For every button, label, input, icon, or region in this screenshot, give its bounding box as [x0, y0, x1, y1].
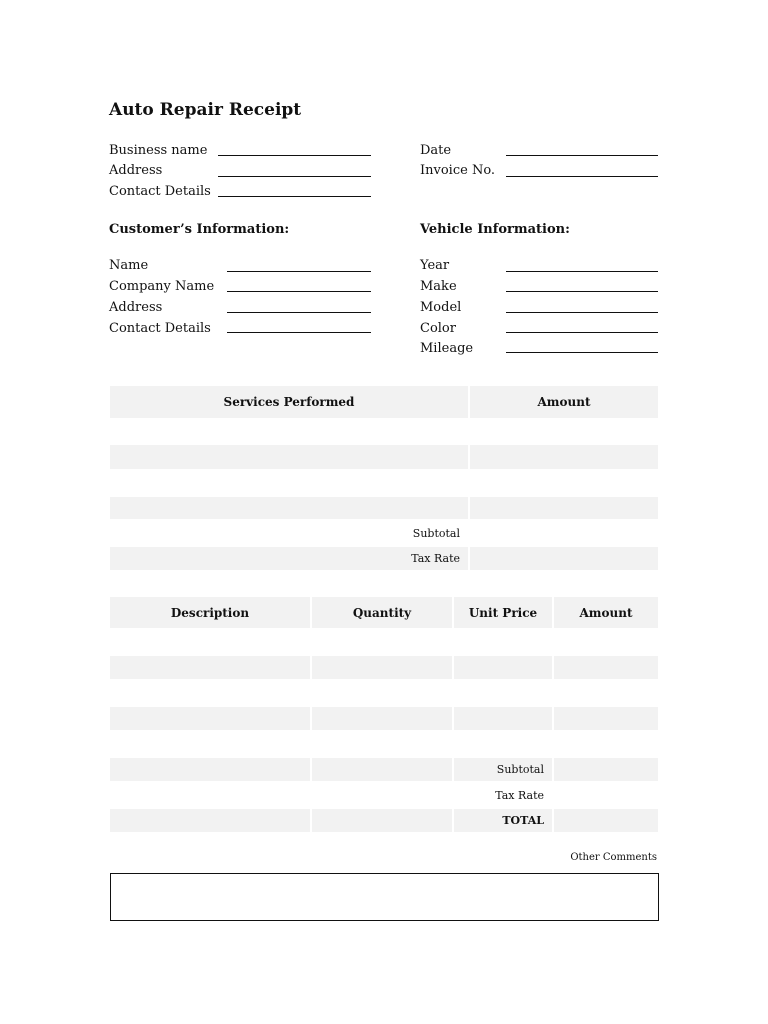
vehicle-year-field[interactable] [506, 271, 658, 272]
date-label: Date [420, 143, 452, 158]
vehicle-info-heading: Vehicle Information: [420, 222, 570, 237]
other-comments-box[interactable] [110, 873, 659, 921]
parts-subtotal-label: Subtotal [453, 757, 553, 782]
parts-tax-value[interactable] [553, 782, 658, 808]
date-field[interactable] [506, 155, 658, 156]
table-row [110, 655, 658, 680]
description-cell[interactable] [110, 680, 311, 706]
vehicle-model-label: Model [420, 300, 462, 315]
table-row [110, 706, 658, 731]
business-name-label: Business name [109, 143, 208, 158]
table-row [110, 496, 658, 520]
amount-cell[interactable] [469, 419, 658, 444]
vehicle-make-field[interactable] [506, 291, 658, 292]
vehicle-mileage-field[interactable] [506, 352, 658, 353]
quantity-cell[interactable] [311, 680, 453, 706]
unit-price-cell[interactable] [453, 706, 553, 731]
description-cell[interactable] [110, 629, 311, 655]
quantity-cell[interactable] [311, 655, 453, 680]
services-table [110, 386, 658, 572]
amount-cell[interactable] [553, 680, 658, 706]
unit-price-cell[interactable] [453, 655, 553, 680]
services-tax-row [110, 546, 658, 571]
empty-cell [110, 782, 311, 808]
services-performed-header: Services Performed [110, 386, 469, 419]
business-contact-field[interactable] [218, 196, 371, 197]
amount-cell[interactable] [469, 496, 658, 520]
customer-address-label: Address [109, 300, 163, 315]
parts-amount-header: Amount [553, 597, 658, 629]
unit-price-cell[interactable] [453, 680, 553, 706]
table-row [110, 444, 658, 470]
empty-cell [110, 808, 311, 833]
amount-cell[interactable] [553, 706, 658, 731]
services-subtotal-value[interactable] [469, 520, 658, 546]
business-address-label: Address [109, 163, 163, 178]
table-row [110, 680, 658, 706]
services-subtotal-row [110, 520, 658, 546]
services-subtotal-label: Subtotal [110, 520, 469, 546]
amount-cell[interactable] [553, 629, 658, 655]
quantity-header: Quantity [311, 597, 453, 629]
empty-cell [110, 757, 311, 782]
services-header-row [110, 386, 658, 419]
customer-contact-field[interactable] [227, 332, 371, 333]
other-comments-label: Other Comments [570, 852, 657, 863]
unit-price-cell[interactable] [453, 629, 553, 655]
description-cell[interactable] [110, 655, 311, 680]
description-cell[interactable] [110, 731, 311, 757]
customer-info-heading: Customer’s Information: [109, 222, 290, 237]
invoice-number-label: Invoice No. [420, 163, 496, 178]
services-amount-header: Amount [469, 386, 658, 419]
vehicle-make-label: Make [420, 279, 457, 294]
table-row [110, 419, 658, 444]
vehicle-mileage-label: Mileage [420, 341, 474, 356]
invoice-number-field[interactable] [506, 176, 658, 177]
service-cell[interactable] [110, 419, 469, 444]
customer-name-label: Name [109, 258, 149, 273]
quantity-cell[interactable] [311, 629, 453, 655]
page-title: Auto Repair Receipt [109, 100, 302, 120]
parts-total-label: TOTAL [453, 808, 553, 833]
parts-tax-label: Tax Rate [453, 782, 553, 808]
amount-cell[interactable] [553, 731, 658, 757]
vehicle-color-label: Color [420, 321, 456, 336]
description-header: Description [110, 597, 311, 629]
business-address-field[interactable] [218, 176, 371, 177]
amount-cell[interactable] [469, 470, 658, 496]
customer-address-field[interactable] [227, 312, 371, 313]
services-tax-value[interactable] [469, 546, 658, 571]
parts-table [110, 597, 658, 834]
business-name-field[interactable] [218, 155, 371, 156]
table-row [110, 731, 658, 757]
unit-price-cell[interactable] [453, 731, 553, 757]
services-tax-label: Tax Rate [110, 546, 469, 571]
customer-contact-label: Contact Details [109, 321, 211, 336]
service-cell[interactable] [110, 496, 469, 520]
empty-cell [311, 782, 453, 808]
empty-cell [311, 808, 453, 833]
service-cell[interactable] [110, 444, 469, 470]
vehicle-model-field[interactable] [506, 312, 658, 313]
description-cell[interactable] [110, 706, 311, 731]
empty-cell [311, 757, 453, 782]
table-row [110, 470, 658, 496]
vehicle-year-label: Year [420, 258, 450, 273]
customer-name-field[interactable] [227, 271, 371, 272]
vehicle-color-field[interactable] [506, 332, 658, 333]
parts-header-row [110, 597, 658, 629]
quantity-cell[interactable] [311, 706, 453, 731]
quantity-cell[interactable] [311, 731, 453, 757]
customer-company-field[interactable] [227, 291, 371, 292]
amount-cell[interactable] [469, 444, 658, 470]
table-row [110, 629, 658, 655]
parts-tax-row [110, 782, 658, 808]
service-cell[interactable] [110, 470, 469, 496]
parts-total-value[interactable] [553, 808, 658, 833]
parts-total-row [110, 808, 658, 833]
amount-cell[interactable] [553, 655, 658, 680]
parts-subtotal-row [110, 757, 658, 782]
customer-company-label: Company Name [109, 279, 215, 294]
unit-price-header: Unit Price [453, 597, 553, 629]
parts-subtotal-value[interactable] [553, 757, 658, 782]
business-contact-label: Contact Details [109, 184, 211, 199]
